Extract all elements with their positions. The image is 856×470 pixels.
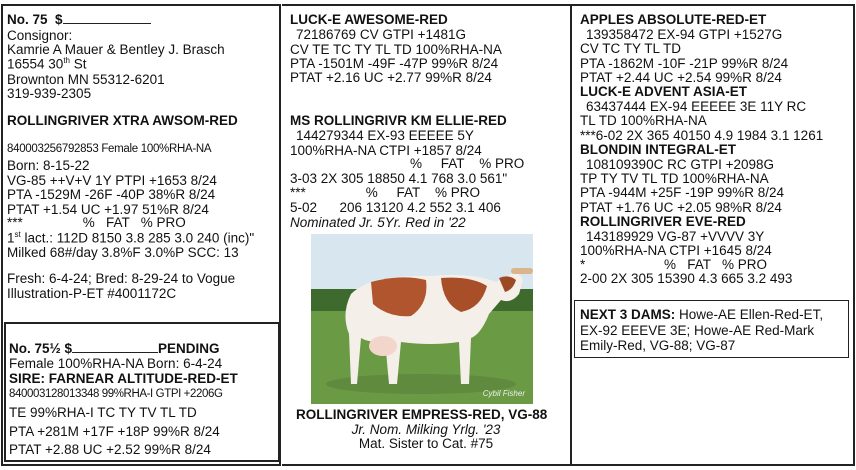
animal-name: ROLLINGRIVER XTRA AWSOM-RED	[7, 113, 238, 128]
ancestor-1-line-4: PTAT +2.44 UC +2.54 99%R 8/24	[580, 70, 782, 85]
registration: 840003256792853 Female 100%RHA-NA	[7, 143, 212, 155]
ancestor-2-name: LUCK-E ADVENT ASIA-ET	[580, 84, 747, 99]
sire-name: LUCK-E AWESOME-RED	[290, 12, 448, 27]
ptat-line: PTAT +1.54 UC +1.97 51%R 8/24	[7, 202, 209, 217]
next-dams-line-3: Emily-Red, VG-88; VG-87	[580, 338, 736, 353]
next-dams-box	[574, 300, 849, 358]
dam-line-1: 144279344 EX-93 EEEEE 5Y	[296, 128, 474, 143]
lot-half-female: Female 100%RHA-NA Born: 6-4-24	[9, 356, 223, 371]
milked-record: Milked 68#/day 3.8%F 3.0%P SCC: 13	[7, 245, 239, 260]
lot-half-ptat: PTAT +2.88 UC +2.52 99%R 8/24	[9, 442, 211, 457]
record-header: *** % FAT % PRO	[7, 215, 186, 230]
dam-name: MS ROLLINGRIVR KM ELLIE-RED	[290, 113, 507, 128]
photo-caption-name: ROLLINGRIVER EMPRESS-RED, VG-88	[296, 407, 548, 422]
lot-half-te: TE 99%RHA-I TC TY TV TL TD	[9, 405, 197, 420]
photo-caption-line-1: Jr. Nom. Milking Yrlg. '23	[351, 422, 501, 437]
fresh-bred-sire: Illustration-P-ET #4001172C	[7, 286, 177, 301]
ancestor-1-name: APPLES ABSOLUTE-RED-ET	[580, 12, 767, 27]
ancestor-2-line-1: 63437444 EX-94 EEEEE 3E 11Y RC	[586, 99, 807, 114]
pedigree-column-1	[1, 4, 281, 466]
consignor-name: Kamrie A Mauer & Bentley J. Brasch	[7, 42, 225, 57]
consignor-city: Brownton MN 55312-6201	[7, 72, 165, 87]
dam-line-3: 3-03 2X 305 18850 4.1 768 3.0 561"	[290, 171, 508, 186]
ancestor-3-line-1: 108109390C RC GTPI +2098G	[586, 157, 774, 172]
consignor-address: 16554 30th St	[7, 56, 87, 72]
cow-illustration	[311, 234, 533, 404]
ancestor-1-line-2: CV TC TY TL TD	[580, 41, 682, 56]
ancestor-4-line-1: 143189929 VG-87 +VVVV 3Y	[586, 229, 765, 244]
ancestor-3-line-3: PTA -944M +25F -19P 99%R 8/24	[580, 185, 784, 200]
photo-credit: Cybil Fisher	[482, 389, 525, 398]
pedigree-column-2	[282, 4, 570, 466]
cow-photo	[311, 234, 533, 404]
lot-half-pta: PTA +281M +17F +18P 99%R 8/24	[9, 424, 220, 439]
ancestor-3-line-2: TP TY TV TL TD 100%RHA-NA	[580, 171, 769, 186]
ancestor-2-line-2: TL TD 100%RHA-NA	[580, 113, 707, 128]
lot-number: No. 75 $	[7, 13, 151, 27]
ancestor-1-line-3: PTA -1862M -10F -21P 99%R 8/24	[580, 56, 789, 71]
ancestor-4-line-2: 100%RHA-NA CTPI +1645 8/24	[580, 243, 772, 258]
sire-line-3: PTA -1501M -49F -47P 99%R 8/24	[290, 56, 499, 71]
ancestor-4-header: * % FAT % PRO	[580, 257, 768, 272]
pedigree-column-3	[570, 4, 855, 466]
classification: VG-85 ++V+V 1Y PTPI +1653 8/24	[7, 173, 217, 188]
consignor-label: Consignor:	[7, 28, 73, 43]
ancestor-1-line-1: 139358472 EX-94 GTPI +1527G	[586, 27, 783, 42]
photo-caption-line-2: Mat. Sister to Cat. #75	[358, 436, 494, 451]
pta-line: PTA -1529M -26F -40P 38%R 8/24	[7, 187, 216, 202]
ancestor-3-name: BLONDIN INTEGRAL-ET	[580, 142, 736, 157]
sire-line-2: CV TE TC TY TL TD 100%RHA-NA	[290, 42, 502, 57]
ancestor-3-line-4: PTAT +1.76 UC +2.05 98%R 8/24	[580, 200, 782, 215]
sire-line-1: 72186769 CV GTPI +1481G	[296, 27, 466, 42]
lactation-record: 1st lact.: 112D 8150 3.8 285 3.0 240 (inc)"	[7, 230, 255, 246]
next-dams-line-2: EX-92 EEEVE 3E; Howe-AE Red-Mark	[580, 323, 815, 338]
ancestor-2-line-3: ***6-02 2X 365 40150 4.9 1984 3.1 1261	[580, 128, 824, 143]
dam-header: % FAT % PRO	[410, 156, 525, 171]
lot-75-half-box	[4, 322, 280, 462]
consignor-phone: 319-939-2305	[7, 86, 92, 101]
sire-line-4: PTAT +2.16 UC +2.77 99%R 8/24	[290, 70, 492, 85]
next-dams-line-1: NEXT 3 DAMS: Howe-AE Ellen-Red-ET,	[580, 307, 824, 322]
ancestor-4-line-3: 2-00 2X 305 15390 4.3 665 3.2 493	[580, 271, 793, 286]
dam-line-2: 100%RHA-NA CTPI +1857 8/24	[290, 143, 482, 158]
lot-half-sire: SIRE: FARNEAR ALTITUDE-RED-ET	[9, 371, 238, 386]
fresh-bred: Fresh: 6-4-24; Bred: 8-29-24 to Vogue	[7, 271, 236, 286]
dam-line-4: 5-02 206 13120 4.2 552 3.1 406	[290, 200, 501, 215]
dam-header-2: *** % FAT % PRO	[290, 185, 481, 200]
lot-half-number: No. 75½ $ PENDING	[9, 341, 220, 356]
ancestor-4-name: ROLLINGRIVER EVE-RED	[580, 214, 746, 229]
birth-date: Born: 8-15-22	[7, 158, 90, 173]
lot-half-reg: 840003128013348 99%RHA-I GTPI +2206G	[9, 388, 223, 400]
dam-note: Nominated Jr. 5Yr. Red in '22	[290, 215, 466, 230]
